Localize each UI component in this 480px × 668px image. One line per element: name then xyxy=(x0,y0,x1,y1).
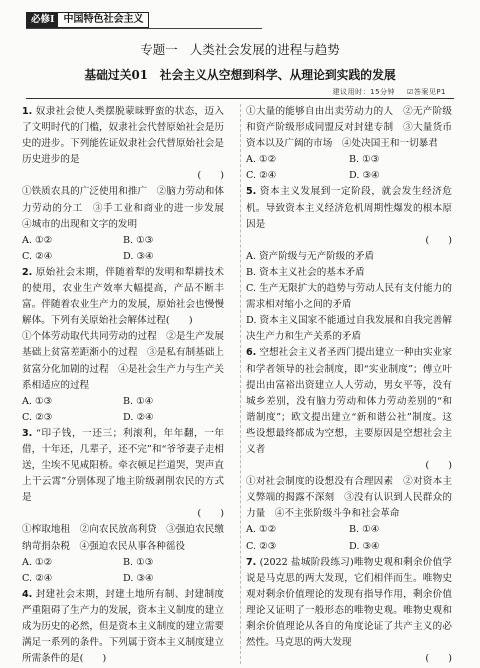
option-c: C. 生产无限扩大的趋势与劳动人民有支付能力的需求相对缩小之间的矛盾 xyxy=(246,283,452,311)
option-b: B. ①④ xyxy=(123,395,154,407)
option-b: B. ①③ xyxy=(123,556,154,568)
options-row xyxy=(246,152,452,168)
left-column xyxy=(22,104,234,667)
question-stem: 封建社会末期，封建土地所有制、封建制度严重阻碍了生产力的发展，资本主义制度的建立成为历史的必然，但是资本主义制度的建立需要满足一系列的条件。下列属于资本主义制度建立所需条件的是 xyxy=(22,588,224,665)
option-c: C. ②④ xyxy=(22,250,53,262)
course-badge xyxy=(26,12,149,28)
right-column xyxy=(246,104,452,667)
question-2 xyxy=(22,265,224,426)
badge-title: 中国特色社会主义 xyxy=(63,14,144,25)
options-row xyxy=(246,522,452,538)
option-a: A. 资产阶级与无产阶级的矛盾 xyxy=(246,250,375,262)
option-d: D. ③④ xyxy=(349,170,380,182)
option-a: A. ①② xyxy=(22,556,53,568)
topic-heading xyxy=(0,40,480,58)
question-items: ①个体劳动取代共同劳动的过程 ②是生产发展基础上贫富差距渐小的过程 ③是私有制基础上贫富分化加剧的过程 ④是社会生产力与生产关系相适应的过程 xyxy=(22,331,224,391)
header-rule xyxy=(26,98,454,99)
question-4 xyxy=(22,587,224,667)
options-row xyxy=(246,539,452,555)
options-row xyxy=(22,394,224,410)
options-row xyxy=(246,168,452,184)
answer-blank: ( ) xyxy=(425,460,452,472)
question-items: ①大量的能够自由出卖劳动力的人 ②无产阶级和资产阶级形成同盟反对封建专制 ③大量货币资本以及广阔的市场 ④处决国王和一切暴君 xyxy=(246,106,452,150)
question-number: 5. xyxy=(246,186,257,198)
option-a: A. ①② xyxy=(246,524,277,536)
options-row xyxy=(22,555,224,571)
question-stem: 资本主义发展到一定阶段，就会发生经济危机。导致资本主义经济危机周期性爆发的根本原因是 xyxy=(246,186,452,230)
option-d: D. ③④ xyxy=(123,572,154,584)
option-b: B. ①③ xyxy=(349,154,380,166)
section-title: 基础过关01 社会主义从空想到科学、从理论到实践的发展 xyxy=(84,68,396,82)
question-items: ①铁质农具的广泛使用和推广 ②脑力劳动和体力劳动的分工 ③手工业和商业的进一步发展 ④城市的出现和文字的发明 xyxy=(22,186,234,230)
question-3 xyxy=(22,426,224,587)
meta-line xyxy=(333,87,446,97)
question-7 xyxy=(246,555,452,668)
question-number: 1. xyxy=(22,106,33,117)
option-d: D. ②④ xyxy=(123,411,154,423)
answer-ref: ☑答案见P1 xyxy=(407,88,446,96)
question-number: 3. xyxy=(22,427,33,439)
suggested-time: 建议用时：15分钟 xyxy=(332,88,396,96)
question-stem: 奴隶社会使人类摆脱蒙昧野蛮的状态，迈入了文明时代的门槛，奴隶社会代替原始社会是历史的进步。下列能佐证奴隶社会代替原始社会是历史进步的是 xyxy=(22,106,224,166)
question-number: 2. xyxy=(22,266,33,278)
question-number: 4. xyxy=(22,588,33,600)
question-stem: 原始社会末期，伴随着犁的发明和犁耕技术的使用，农业生产效率大幅提高，产品不断丰富。伴随着农业生产力的发展，原始社会也慢慢解体。下列有关原始社会解体过程 xyxy=(22,266,224,327)
question-number: 6. xyxy=(246,347,257,359)
option-a: A. ①③ xyxy=(22,395,53,407)
option-d: D. ③④ xyxy=(349,540,380,552)
question-6 xyxy=(246,345,452,554)
column-divider xyxy=(240,104,241,664)
badge-underline xyxy=(26,28,262,29)
answer-blank: ( ) xyxy=(79,653,107,665)
answer-blank: ( ) xyxy=(425,234,452,246)
option-c: C. ②④ xyxy=(246,170,277,182)
option-c: C. ②③ xyxy=(22,411,53,423)
options-row xyxy=(22,410,224,426)
question-5 xyxy=(246,184,452,345)
question-number: 7. xyxy=(246,556,257,568)
option-d: D. 资本主义国家不能通过自我发展和自我完善解决生产力和生产关系的矛盾 xyxy=(246,315,452,343)
question-items: ①对社会制度的设想没有合理因素 ②对资本主义弊端的揭露不深刻 ③没有认识到人民群众的力量 ④不主张阶级斗争和社会革命 xyxy=(246,476,452,520)
badge-tag: 必修Ⅰ xyxy=(27,13,58,27)
answer-blank: ( ) xyxy=(197,170,224,182)
option-b: B. ①④ xyxy=(349,524,380,536)
option-c: C. ②③ xyxy=(246,540,277,552)
question-1 xyxy=(22,104,234,265)
question-stem: “印子钱，一还三；利滚利，年年翻，一年借，十年还，几辈子，还不完”和“爷爷妻子走相送，尘埃不见咸阳桥。牵衣顿足拦道哭，哭声直上干云霄”分别体现了地主阶级剥削农民的方式是 xyxy=(22,427,224,504)
option-a: A. ①② xyxy=(22,234,53,246)
option-b: B. ①③ xyxy=(123,234,154,246)
options-row xyxy=(22,571,224,587)
answer-blank: ( ) xyxy=(425,653,452,665)
topic-number: 专题一 xyxy=(140,42,178,57)
topic-title: 人类社会发展的进程与趋势 xyxy=(189,42,340,57)
answer-blank: ( ) xyxy=(197,508,224,520)
question-stem: (2022 盐城阶段练习)唯物史观和剩余价值学说是马克思的两大发现，它们相伴而生。唯物史观对剩余价值理论的发现有指导作用，剩余价值理论又证明了一般形态的唯物史观。唯物史观和剩余价值理论从各自的角度论证了共产主义的必然性。马克思的两大发现 xyxy=(246,556,452,649)
question-stem: 空想社会主义者圣西门提出建立一种由实业家和学者领导的社会制度，即“实业制度”；傅立叶提出由富裕出资建立人人劳动，男女平等，没有城乡差别，没有脑力劳动和体力劳动差别的“和谐制度”；欧文提出建立“新和谐公社”制度。这些设想最终都成为空想，主要原因是空想社会主义者 xyxy=(246,347,452,455)
option-d: D. ③④ xyxy=(123,250,154,262)
option-a: A. ①② xyxy=(246,154,277,166)
question-items: ①榨取地租 ②向农民放高利贷 ③强迫农民缴纳苛捐杂税 ④强迫农民从事各种徭役 xyxy=(22,524,224,552)
options-row xyxy=(22,233,224,249)
answer-blank: ( ) xyxy=(165,315,193,327)
option-c: C. ②④ xyxy=(22,572,53,584)
question-4-continued xyxy=(246,104,452,184)
option-b: B. 资本主义社会的基本矛盾 xyxy=(246,266,365,278)
options-row xyxy=(22,249,224,265)
